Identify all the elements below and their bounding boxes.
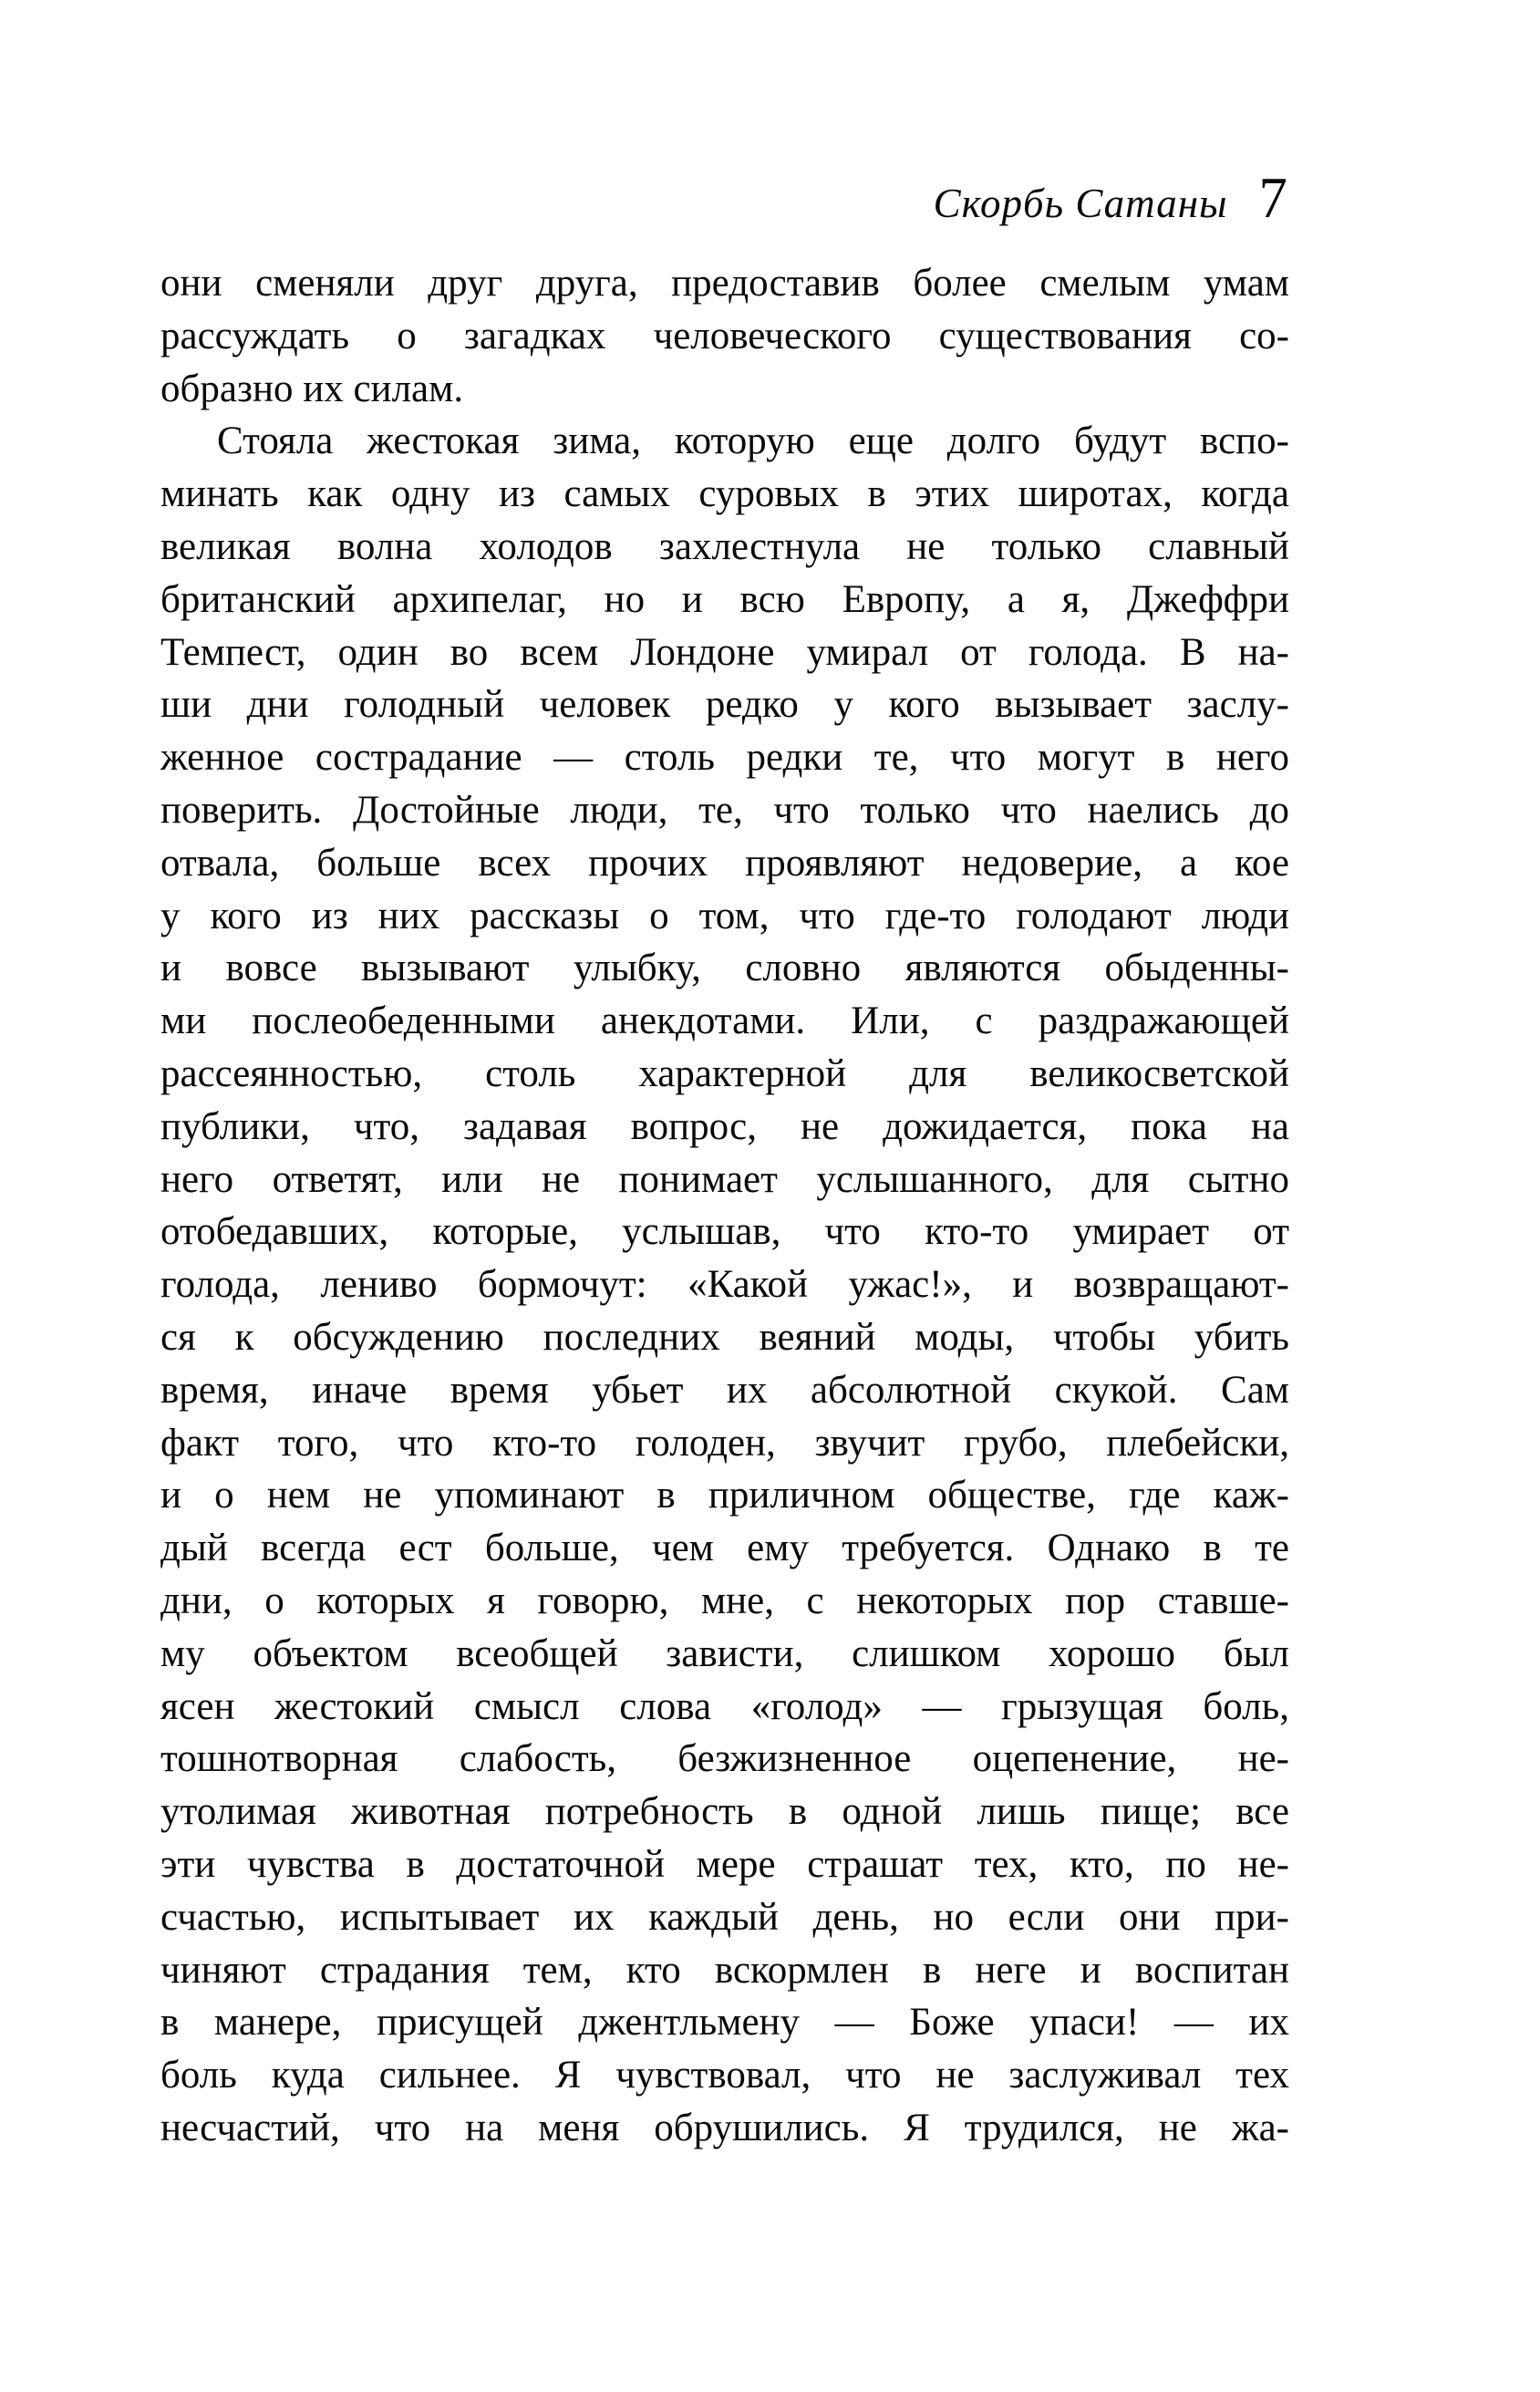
text-line: поверить. Достойные люди, те, что только что наелись до: [160, 788, 1289, 832]
text-line: эти чувства в достаточной мере страшат тех, кто, по не-: [160, 1842, 1289, 1886]
page-body: [160, 257, 1289, 2155]
text-line: публики, что, задавая вопрос, не дожидается, пока на: [160, 1104, 1289, 1148]
text-line: ми послеобеденными анекдотами. Или, с раздражающей: [160, 999, 1289, 1043]
text-line: чиняют страдания тем, кто вскормлен в неге и воспитан: [160, 1948, 1289, 1992]
paragraph-2: [160, 415, 1289, 2154]
text-line: него ответят, или не понимает услышанного, для сытно: [160, 1157, 1289, 1201]
text-line: и о нем не упоминают в приличном обществе, где каж-: [160, 1474, 1289, 1517]
text-line: боль куда сильнее. Я чувствовал, что не заслуживал тех: [160, 2054, 1289, 2097]
text-line: факт того, что кто-то голоден, звучит грубо, плебейски,: [160, 1421, 1289, 1465]
text-line: отвала, больше всех прочих проявляют недоверие, а кое: [160, 841, 1289, 885]
text-line: ши дни голодный человек редко у кого вызывает заслу-: [160, 683, 1289, 727]
text-line: ясен жестокий смысл слова «голод» — грызущая боль,: [160, 1684, 1289, 1728]
text-line: рассуждать о загадках человеческого существования со-: [160, 314, 1289, 357]
text-line: ся к обсуждению последних веяний моды, чтобы убить: [160, 1315, 1289, 1359]
text-line: утолимая животная потребность в одной лишь пище; все: [160, 1790, 1289, 1834]
text-line: счастью, испытывает их каждый день, но если они при-: [160, 1895, 1289, 1939]
text-line: Темпест, один во всем Лондоне умирал от голода. В на-: [160, 630, 1289, 674]
text-line: и вовсе вызывают улыбку, словно являются обыденны-: [160, 947, 1289, 990]
text-line: голода, лениво бормочут: «Какой ужас!», и возвращают-: [160, 1263, 1289, 1307]
text-line: му объектом всеобщей зависти, слишком хорошо был: [160, 1631, 1289, 1675]
text-line: несчастий, что на меня обрушились. Я трудился, не жа-: [160, 2106, 1289, 2149]
text-line: они сменяли друг друга, предоставив более смелым умам: [160, 262, 1289, 305]
text-line: время, иначе время убьет их абсолютной скукой. Сам: [160, 1368, 1289, 1412]
text-line: рассеянностью, столь характерной для великосветской: [160, 1051, 1289, 1095]
text-line: у кого из них рассказы о том, что где-то голодают люди: [160, 894, 1289, 937]
text-line: в манере, присущей джентльмену — Боже упаси! — их: [160, 2001, 1289, 2045]
text-line: минать как одну из самых суровых в этих широтах, когда: [160, 472, 1289, 516]
page-number: 7: [1258, 166, 1287, 230]
text-line: дый всегда ест больше, чем ему требуется. Однако в те: [160, 1527, 1289, 1570]
text-line: отобедавших, которые, услышав, что кто-то умирает от: [160, 1210, 1289, 1254]
text-line: британский архипелаг, но и всю Европу, а я, Джеффри: [160, 577, 1289, 621]
page-header: [933, 166, 1287, 230]
text-line: образно их силам.: [160, 367, 464, 410]
text-line: тошнотворная слабость, безжизненное оцепенение, не-: [160, 1737, 1289, 1781]
paragraph-1: [160, 257, 1289, 415]
text-line: Стояла жестокая зима, которую еще долго будут вспо-: [217, 419, 1289, 463]
text-line: великая волна холодов захлестнула не только славный: [160, 524, 1289, 568]
text-line: дни, о которых я говорю, мне, с некоторых пор ставше-: [160, 1579, 1289, 1622]
running-title: Скорбь Сатаны: [933, 181, 1228, 226]
text-line: женное сострадание — столь редки те, что могут в него: [160, 736, 1289, 780]
